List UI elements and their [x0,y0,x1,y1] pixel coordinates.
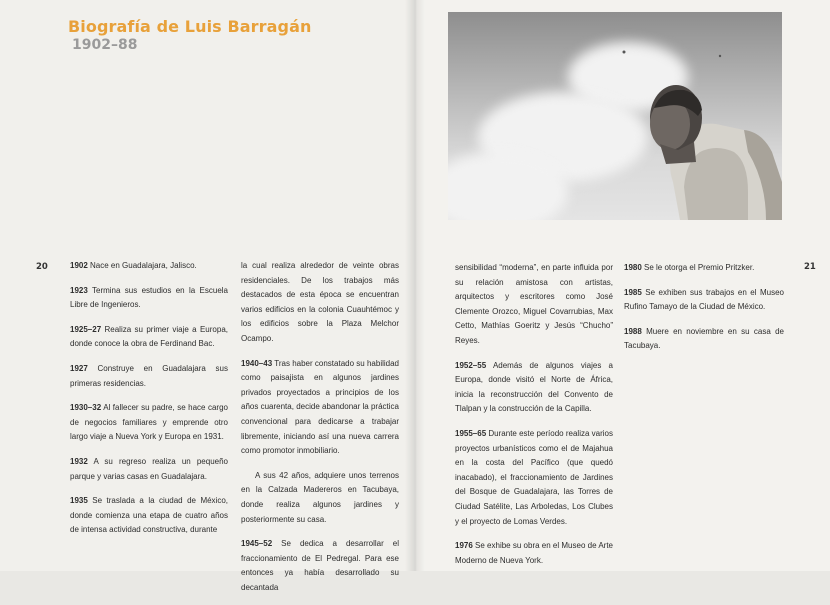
entry-year: 1985 [624,287,642,297]
entry-text: Realiza su primer viaje a Europa, donde conoce la obra de Ferdinand Bac. [70,324,228,349]
entry-text: la cual realiza alrededor de veinte obras residenciales. De los trabajos más destacados de esta época se encuentran varios edificios en la colonia Cuauhtémoc y los edificios sobre la Plaza Melchor Ocampo. [241,261,399,343]
timeline-entry [70,455,228,484]
timeline-entry [455,261,613,349]
entry-year: 1988 [624,326,642,336]
entry-text: sensibilidad “moderna”, en parte influida por su relación amistosa con artistas, arquitectos y escritores como José Clemente Orozco, Miguel Covarrubias, Max Cetto, Mathías Goeritz y Jesús “Chucho” Reyes. [455,263,613,345]
entry-text: A sus 42 años, adquiere unos terrenos en la Calzada Madereros en Tacubaya, donde realiza algunos jardines y posteriormente su casa. [241,470,399,524]
timeline-entry [241,259,399,347]
entry-text: Se exhiben sus trabajos en el Museo Rufino Tamayo de la Ciudad de México. [624,287,784,312]
entry-text: Tras haber constatado su habilidad como paisajista en algunos jardines privados proyectados a principios de los años cuarenta, decide abandonar la práctica convencional para dedicarse a trabajar libremente, iniciando así una nueva carrera como promotor inmobiliario. [241,358,399,456]
entry-year: 1927 [70,363,88,373]
entry-text: Durante este período realiza varios proyectos urbanísticos como el de Majahua en la costa del Pacífico (que quedó inacabado), el fraccionamiento de Jardines del Bosque de Guadalajara, las Torres de Ciudad Satélite, Las Arboledas, Los Clubes y el proyecto de Lomas Verdes. [455,428,613,526]
portrait-figure-icon [448,12,782,220]
page-number-left: 20 [36,262,48,272]
timeline-entry [70,284,228,313]
entry-year: 1945–52 [241,539,273,549]
entry-year: 1925–27 [70,324,102,334]
entry-text: Se le otorga el Premio Pritzker. [641,263,755,272]
entry-year: 1923 [70,285,88,295]
timeline-entry [70,259,228,274]
text-column-3 [455,261,613,578]
timeline-entry [241,469,399,527]
entry-text: Termina sus estudios en la Escuela Libre de Ingenieros. [70,285,228,310]
text-column-4 [624,261,784,364]
entry-text: Al fallecer su padre, se hace cargo de negocios familiares y emprende otro largo viaje a Nueva York y Europa en 1931. [70,403,228,442]
book-gutter [405,0,425,571]
text-column-1 [70,259,228,548]
timeline-entry [624,325,784,354]
entry-year: 1955–65 [455,428,487,438]
entry-year: 1952–55 [455,360,487,370]
timeline-entry [455,539,613,568]
timeline-entry [455,359,613,417]
timeline-entry [70,362,228,391]
entry-year: 1902 [70,261,88,270]
entry-year: 1935 [70,496,88,506]
life-years: 1902–88 [72,37,138,53]
entry-text: Además de algunos viajes a Europa, donde visitó el Norte de África, inicia la reconstrucción del Convento de Tlalpan y la construcción de la Capilla. [455,360,613,414]
entry-text: Se exhibe su obra en el Museo de Arte Moderno de Nueva York. [455,541,613,565]
page-title: Biografía de Luis Barragán [68,17,312,36]
timeline-entry [70,323,228,352]
entry-text: Nace en Guadalajara, Jalisco. [87,261,197,270]
timeline-entry [455,427,613,529]
entry-year: 1930–32 [70,403,102,413]
entry-text: Se dedica a desarrollar el fraccionamiento de El Pedregal. Para ese entonces ya había desarrollado su decantada [241,539,399,592]
timeline-entry [241,357,399,459]
entry-text: Se traslada a la ciudad de México, donde comienza una etapa de cuatro años de intensa actividad constructiva, durante [70,496,228,535]
entry-year: 1940–43 [241,358,273,368]
entry-year: 1980 [624,263,642,272]
entry-year: 1976 [455,541,473,551]
entry-text: Muere en noviembre en su casa de Tacubaya. [624,326,784,351]
entry-text: Construye en Guadalajara sus primeras residencias. [70,363,228,388]
timeline-entry [241,537,399,595]
entry-year: 1932 [70,456,88,466]
page-number-right: 21 [804,262,816,272]
entry-text: A su regreso realiza un pequeño parque y varias casas en Guadalajara. [70,456,228,481]
text-column-2 [241,259,399,605]
timeline-entry [624,286,784,315]
portrait-photo [448,12,782,220]
timeline-entry [624,261,784,276]
timeline-entry [70,494,228,538]
timeline-entry [70,401,228,445]
